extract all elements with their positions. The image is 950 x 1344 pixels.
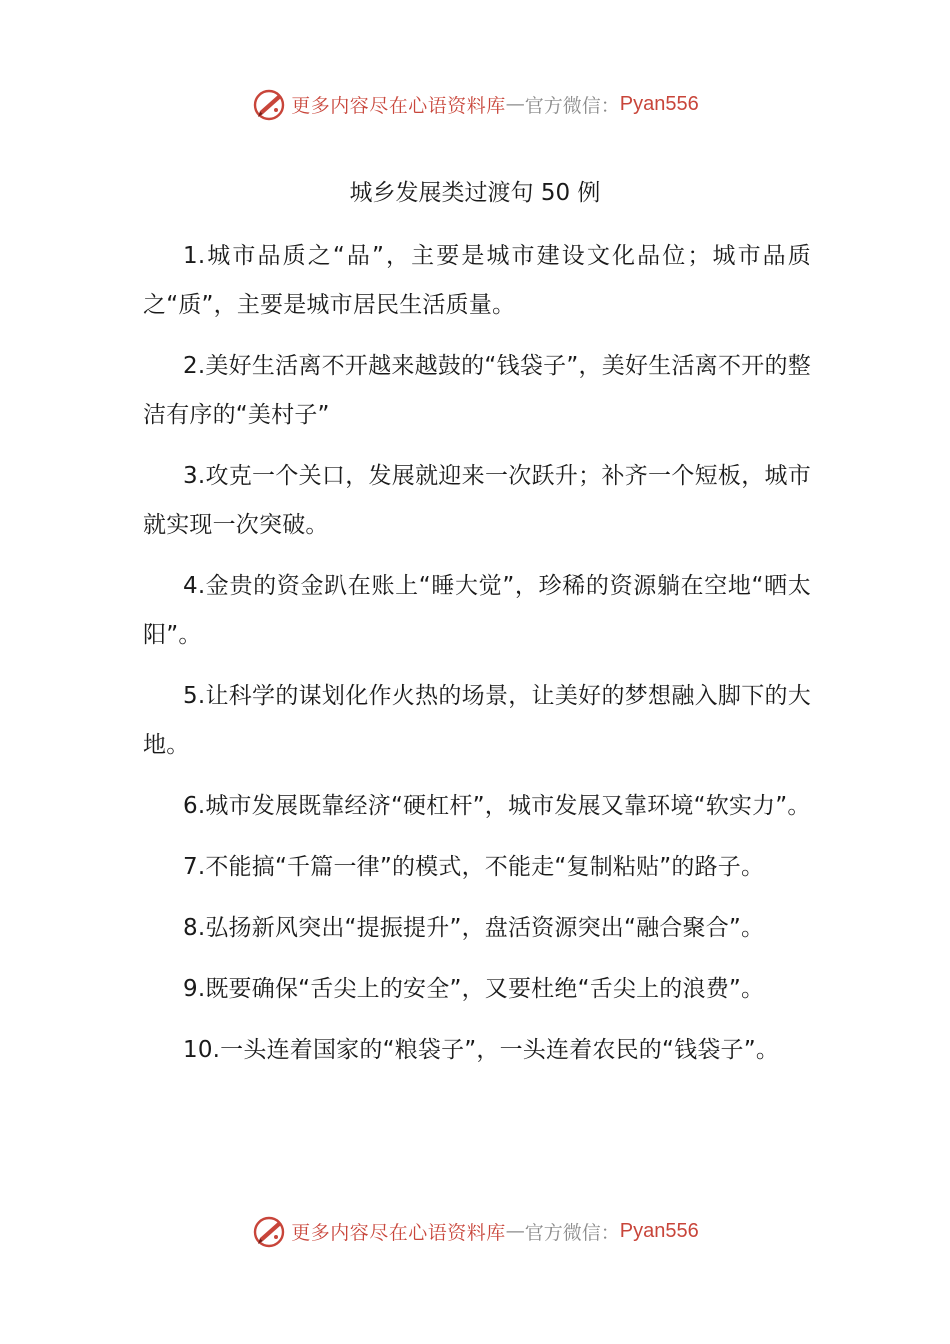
paragraph: 3.攻克一个关口，发展就迎来一次跃升；补齐一个短板，城市就实现一次突破。: [143, 463, 811, 538]
banner-contact-label: 官方微信：: [524, 94, 620, 117]
banner-contact-label: 官方微信：: [524, 1221, 620, 1244]
banner-contact-id: Pyan556: [619, 1219, 699, 1242]
footer-banner: [0, 1211, 950, 1251]
paragraph: 8.弘扬新风突出“提振提升”，盘活资源突出“融合聚合”。: [183, 915, 765, 941]
pen-in-circle-icon: [251, 86, 287, 122]
paragraph: 10.一头连着国家的“粮袋子”，一头连着农民的“钱袋子”。: [183, 1037, 780, 1063]
paragraph: 9.既要确保“舌尖上的安全”，又要杜绝“舌尖上的浪费”。: [183, 976, 765, 1002]
banner-contact-id: Pyan556: [619, 92, 699, 115]
paragraph: 2.美好生活离不开越来越鼓的“钱袋子”，美好生活离不开的整洁有序的“美村子”: [143, 353, 811, 428]
paragraph: 4.金贵的资金趴在账上“睡大觉”，珍稀的资源躺在空地“晒太阳”。: [143, 573, 811, 648]
header-banner: [0, 84, 950, 124]
banner-text: 更多内容尽在心语资料库: [291, 1221, 506, 1244]
paragraph: 5.让科学的谋划化作火热的场景，让美好的梦想融入脚下的大地。: [143, 683, 811, 758]
paragraph: 1.城市品质之“品”，主要是城市建设文化品位；城市品质之“质”，主要是城市居民生活质量。: [143, 243, 811, 318]
banner-dash: —: [505, 93, 525, 115]
document-body: [143, 232, 811, 1087]
paragraph: 6.城市发展既靠经济“硬杠杆”，城市发展又靠环境“软实力”。: [183, 793, 811, 819]
document-title: 城乡发展类过渡句 50 例: [349, 180, 601, 206]
paragraph: 7.不能搞“千篇一律”的模式，不能走“复制粘贴”的路子。: [183, 854, 765, 880]
banner-text: 更多内容尽在心语资料库: [291, 94, 506, 117]
banner-dash: —: [505, 1220, 525, 1242]
pen-in-circle-icon: [251, 1213, 287, 1249]
